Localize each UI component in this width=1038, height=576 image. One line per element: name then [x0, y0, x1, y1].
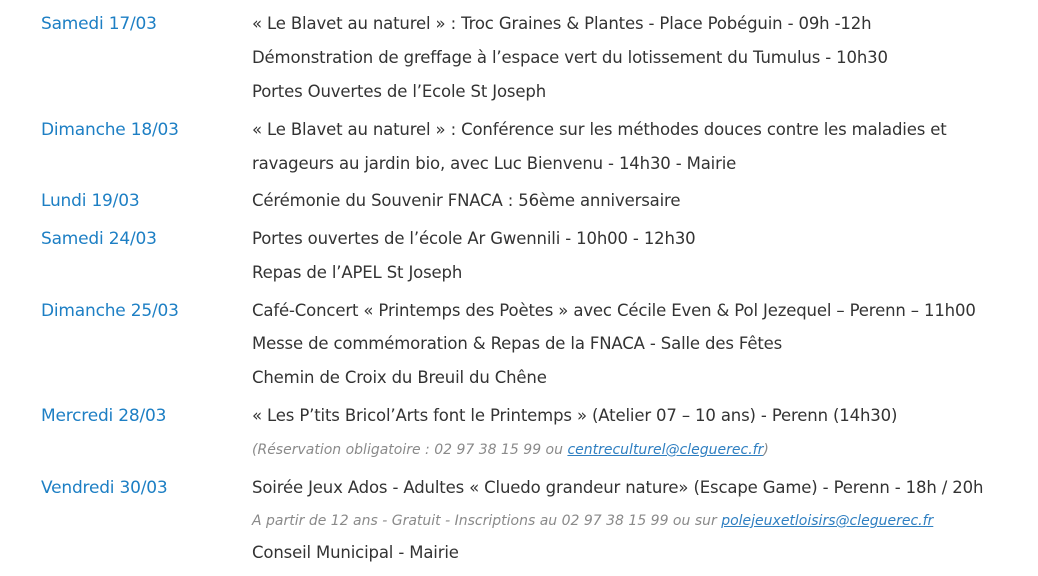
event-date: Samedi 17/03: [41, 14, 157, 34]
event-line: Chemin de Croix du Breuil du Chêne: [252, 368, 547, 387]
note-text: ): [763, 442, 769, 458]
event-line: Messe de commémoration & Repas de la FNACA - Salle des Fêtes: [252, 334, 783, 353]
email-link[interactable]: centreculturel@cleguerec.fr: [567, 442, 764, 458]
note-text: A partir de 12 ans - Gratuit - Inscriptions au 02 97 38 15 99 ou sur: [252, 513, 722, 529]
registration-note: [252, 510, 933, 532]
event-date: Dimanche 18/03: [41, 120, 179, 140]
event-date: Mercredi 28/03: [41, 406, 167, 426]
event-line: Portes Ouvertes de l’Ecole St Joseph: [252, 82, 547, 101]
event-line: Conseil Municipal - Mairie: [252, 543, 459, 562]
event-line: Portes ouvertes de l’école Ar Gwennili - 10h00 - 12h30: [252, 229, 696, 248]
event-date: Lundi 19/03: [41, 191, 140, 211]
event-line: « Le Blavet au naturel » : Conférence sur les méthodes douces contre les maladies et: [252, 120, 947, 139]
event-date: Dimanche 25/03: [41, 301, 179, 321]
event-line: Soirée Jeux Ados - Adultes « Cluedo grandeur nature» (Escape Game) - Perenn - 18h / 20h: [252, 478, 984, 497]
event-line: Café-Concert « Printemps des Poètes » avec Cécile Even & Pol Jezequel – Perenn – 11h00: [252, 301, 976, 320]
email-link[interactable]: polejeuxetloisirs@cleguerec.fr: [721, 513, 934, 529]
event-date: Samedi 24/03: [41, 229, 157, 249]
note-text: (Réservation obligatoire : 02 97 38 15 99 ou: [252, 442, 568, 458]
event-line: Repas de l’APEL St Joseph: [252, 263, 463, 282]
reservation-note: [252, 439, 769, 461]
event-line: « Les P’tits Bricol’Arts font le Printemps » (Atelier 07 – 10 ans) - Perenn (14h30): [252, 406, 898, 425]
event-line: « Le Blavet au naturel » : Troc Graines & Plantes - Place Pobéguin - 09h -12h: [252, 14, 872, 33]
event-line: Démonstration de greffage à l’espace vert du lotissement du Tumulus - 10h30: [252, 48, 888, 67]
event-line: Cérémonie du Souvenir FNACA : 56ème anniversaire: [252, 191, 681, 210]
event-line: ravageurs au jardin bio, avec Luc Bienvenu - 14h30 - Mairie: [252, 154, 737, 173]
event-date: Vendredi 30/03: [41, 478, 168, 498]
